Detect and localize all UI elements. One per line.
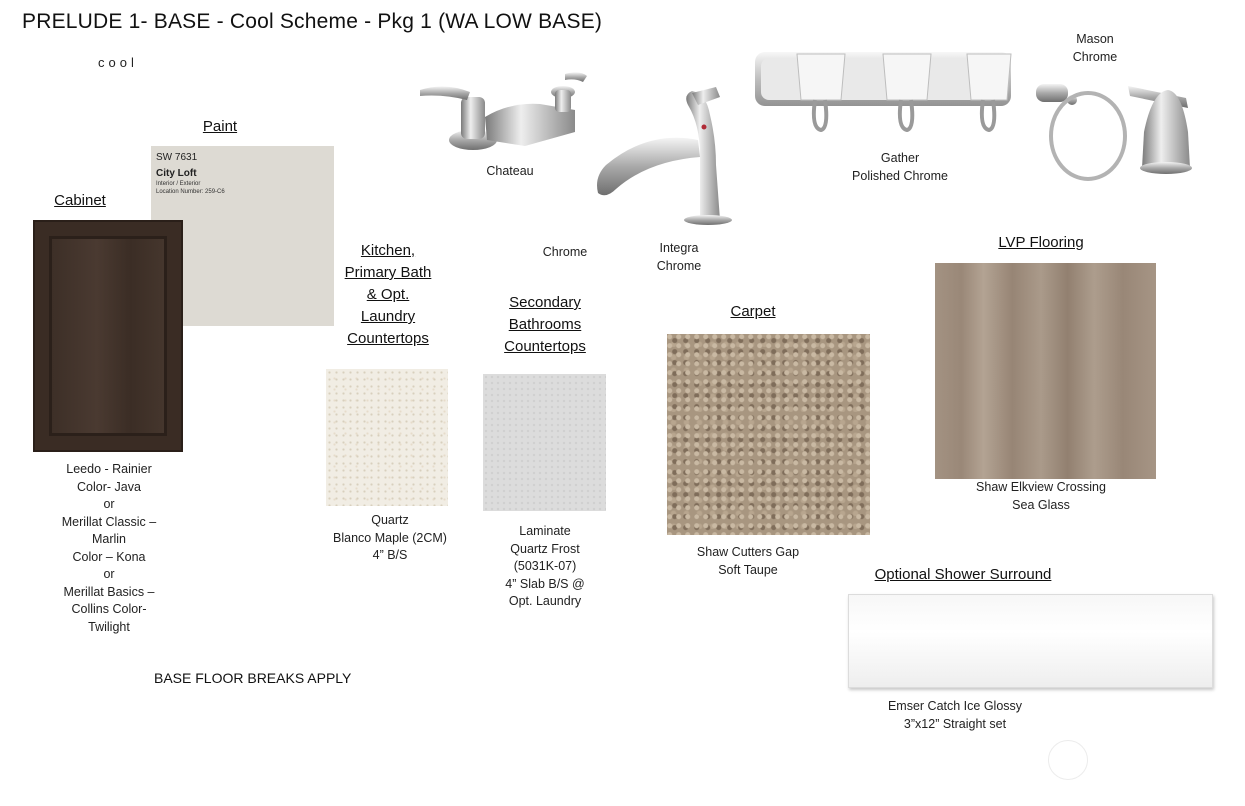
cabinet-door-swatch (33, 220, 183, 452)
lvp-heading: LVP Flooring (998, 234, 1084, 251)
kitchen-faucet-caption: Integra Chrome (656, 241, 702, 273)
kitchen-faucet-image (588, 85, 738, 225)
scheme-label: cool (98, 55, 138, 70)
lvp-swatch (935, 263, 1156, 479)
kitchen-countertop-swatch (326, 369, 448, 506)
circle-mark (1048, 740, 1088, 780)
paint-name: City Loft (156, 168, 197, 179)
bath-hardware-caption: Mason Chrome (1072, 32, 1118, 64)
paint-code: SW 7631 (156, 152, 198, 163)
footer-note: BASE FLOOR BREAKS APPLY (154, 670, 352, 686)
bath-faucet-name: Chateau (486, 164, 534, 178)
bath-faucet-finish: Chrome (542, 245, 588, 259)
paint-heading: Paint (202, 118, 238, 135)
vanity-light-image (755, 48, 1013, 138)
towel-ring-image (1036, 74, 1196, 184)
cabinet-caption: Leedo - Rainier Color- Java or Merillat Classic – Marlin Color – Kona or Merillat Basics – Collins Color- Twilight (61, 462, 157, 634)
shower-tile-swatch (848, 594, 1213, 688)
bath-faucet-image (415, 62, 590, 157)
lvp-caption: Shaw Elkview Crossing Sea Glass (976, 480, 1106, 512)
vanity-light-caption: Gather Polished Chrome (852, 151, 948, 183)
secondary-countertop-swatch (483, 374, 606, 511)
carpet-caption: Shaw Cutters Gap Soft Taupe (696, 545, 800, 577)
paint-location: Location Number: 259-C6 (156, 189, 225, 195)
secondary-countertop-caption: Laminate Quartz Frost (5031K-07) 4” Slab B/S @ Opt. Laundry (505, 524, 585, 608)
page-title: PRELUDE 1- BASE - Cool Scheme - Pkg 1 (WA LOW BASE) (22, 10, 603, 33)
kitchen-countertops-heading: Kitchen, Primary Bath & Opt. Laundry Countertops (344, 242, 432, 347)
cabinet-heading: Cabinet (54, 192, 106, 209)
shower-caption: Emser Catch Ice Glossy 3”x12” Straight set (887, 699, 1023, 731)
secondary-countertops-heading: Secondary Bathrooms Countertops (504, 294, 586, 355)
kitchen-countertop-caption: Quartz Blanco Maple (2CM) 4” B/S (333, 513, 447, 562)
shower-heading: Optional Shower Surround (874, 566, 1052, 583)
carpet-swatch (667, 334, 870, 535)
paint-use: Interior / Exterior (156, 181, 201, 187)
carpet-heading: Carpet (730, 303, 776, 320)
